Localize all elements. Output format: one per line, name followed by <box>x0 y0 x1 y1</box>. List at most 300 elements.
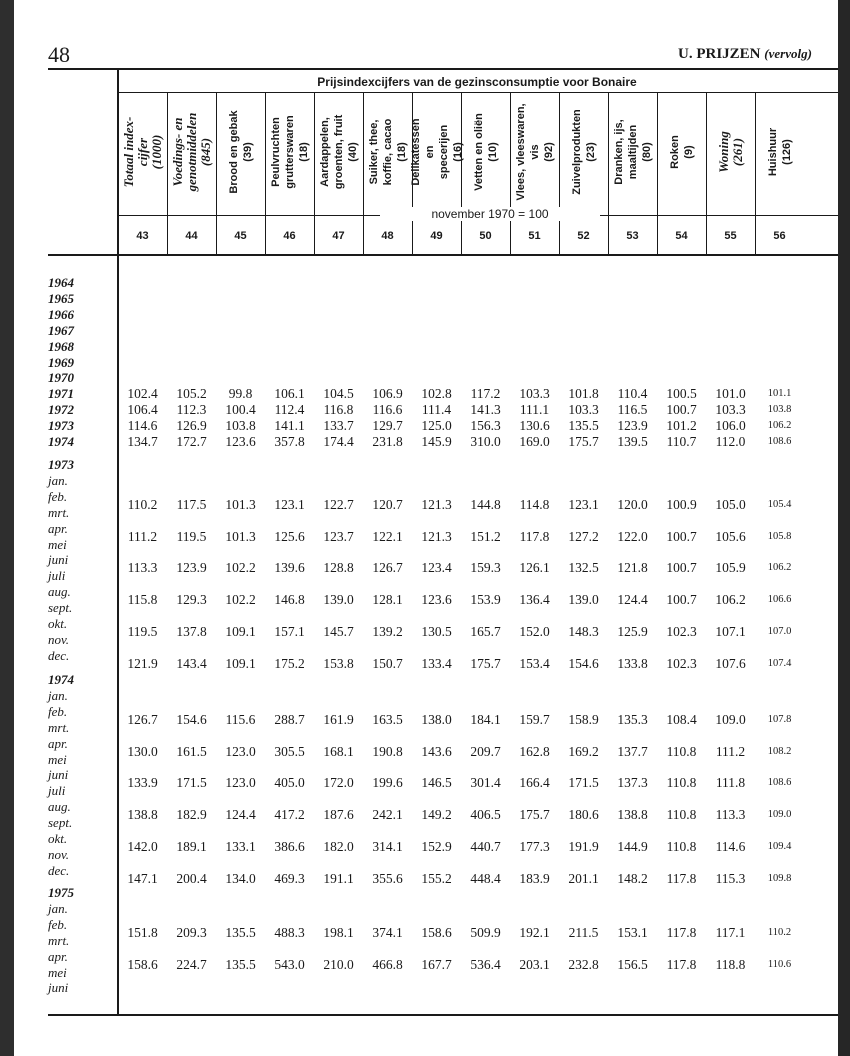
table-cell: 101.0 <box>715 386 746 402</box>
table-cell: 138.8 <box>617 807 648 823</box>
table-cell: 117.8 <box>666 956 697 972</box>
table-cell: 488.3 <box>274 924 305 940</box>
month-label: sept. <box>48 815 73 831</box>
table-cell: 115.6 <box>225 711 256 727</box>
column-header-label: Roken (9) <box>668 135 695 169</box>
table-cell: 123.1 <box>568 496 599 512</box>
table-cell: 172.0 <box>323 775 354 791</box>
table-cell: 169.2 <box>568 743 599 759</box>
table-cell: 149.2 <box>421 807 452 823</box>
column-header-label: Vetten en oliën (10) <box>472 113 499 191</box>
table-cell: 114.6 <box>127 418 158 434</box>
table-cell: 145.7 <box>323 624 354 639</box>
table-cell: 107.6 <box>715 655 746 671</box>
table-cell: 103.3 <box>568 402 599 418</box>
column-header <box>559 96 608 208</box>
table-cell: 175.7 <box>470 655 501 671</box>
table-cell: 128.8 <box>323 560 354 576</box>
table-cell: 134.0 <box>225 870 256 886</box>
table-cell: 122.1 <box>372 528 403 544</box>
table-cell: 166.4 <box>519 775 550 791</box>
table-cell: 105.9 <box>715 560 746 576</box>
table-cell: 161.9 <box>323 711 354 727</box>
table-cell: 100.7 <box>666 402 697 418</box>
year-label: 1968 <box>48 338 74 354</box>
table-cell: 172.7 <box>176 434 207 449</box>
column-header-label: Vlees, vleeswaren, vis (92) <box>514 103 555 201</box>
table-cell: 114.6 <box>715 839 746 854</box>
table-cell: 110.7 <box>666 434 697 449</box>
table-cell: 135.5 <box>568 418 599 434</box>
table-cell: 119.5 <box>176 528 207 544</box>
month-label: juli <box>48 568 66 584</box>
table-cell: 171.5 <box>568 775 599 791</box>
table-cell: 171.5 <box>176 775 207 791</box>
table-cell: 231.8 <box>372 434 403 449</box>
table-cell: 129.7 <box>372 418 403 434</box>
table-cell: 106.2 <box>715 592 746 608</box>
table-cell: 127.2 <box>568 528 599 544</box>
table-cell: 107.1 <box>715 624 746 639</box>
month-label: okt. <box>48 616 68 631</box>
month-label: okt. <box>48 831 68 846</box>
table-cell: 106.1 <box>274 386 305 402</box>
table-cell: 103.8 <box>767 404 792 416</box>
table-cell: 154.6 <box>568 655 599 671</box>
table-cell: 136.4 <box>519 592 550 608</box>
column-number: 49 <box>430 230 443 242</box>
table-cell: 100.5 <box>666 386 697 402</box>
year-label: 1967 <box>48 322 74 338</box>
table-cell: 150.7 <box>372 655 403 671</box>
table-cell: 314.1 <box>372 839 403 854</box>
month-label: mrt. <box>48 719 70 735</box>
month-label: nov. <box>48 631 70 647</box>
table-cell: 122.0 <box>617 528 648 544</box>
table-cell: 101.3 <box>225 496 256 512</box>
table-cell: 175.7 <box>519 807 550 823</box>
column-header <box>461 96 510 208</box>
table-cell: 168.1 <box>323 743 354 759</box>
table-cell: 135.3 <box>617 711 648 727</box>
table-cell: 147.1 <box>127 870 158 886</box>
table-cell: 103.3 <box>519 386 550 402</box>
column-header <box>657 96 706 208</box>
column-number: 48 <box>381 230 394 242</box>
table-cell: 440.7 <box>470 839 501 854</box>
section-title-text: U. PRIJZEN <box>678 46 761 62</box>
binding-shadow-right <box>838 0 850 1056</box>
table-cell: 123.9 <box>617 418 648 434</box>
table-cell: 198.1 <box>323 924 354 940</box>
column-number: 46 <box>283 230 296 242</box>
table-cell: 111.2 <box>127 528 158 544</box>
column-number: 52 <box>577 230 590 242</box>
table-cell: 110.2 <box>767 926 792 938</box>
table-cell: 123.0 <box>225 743 256 759</box>
table-cell: 137.3 <box>617 775 648 791</box>
table-cell: 177.3 <box>519 839 550 854</box>
table-cell: 189.1 <box>176 839 207 854</box>
table-cell: 111.2 <box>715 743 746 759</box>
year-label: 1966 <box>48 306 74 322</box>
table-cell: 175.2 <box>274 655 305 671</box>
table-subtitle: november 1970 = 100 <box>380 207 600 221</box>
table-cell: 158.6 <box>127 956 158 972</box>
table-cell: 130.6 <box>519 418 550 434</box>
table-cell: 159.3 <box>470 560 501 576</box>
table-cell: 101.8 <box>568 386 599 402</box>
table-cell: 133.8 <box>617 655 648 671</box>
table-cell: 121.3 <box>421 528 452 544</box>
table-cell: 143.4 <box>176 655 207 671</box>
table-cell: 120.7 <box>372 496 403 512</box>
year-label: 1970 <box>48 370 74 386</box>
table-cell: 106.9 <box>372 386 403 402</box>
table-cell: 101.2 <box>666 418 697 434</box>
month-label: aug. <box>48 584 71 600</box>
table-cell: 132.5 <box>568 560 599 576</box>
table-cell: 152.9 <box>421 839 452 854</box>
table-cell: 105.6 <box>715 528 746 544</box>
month-label: mrt. <box>48 932 70 948</box>
table-cell: 288.7 <box>274 711 305 727</box>
table-cell: 184.1 <box>470 711 501 727</box>
table-cell: 180.6 <box>568 807 599 823</box>
table-cell: 192.1 <box>519 924 550 940</box>
table-cell: 130.0 <box>127 743 158 759</box>
column-header <box>167 96 216 208</box>
year-label: 1964 <box>48 275 74 290</box>
month-label: aug. <box>48 799 71 815</box>
table-cell: 123.6 <box>421 592 452 608</box>
table-cell: 210.0 <box>323 956 354 972</box>
table-cell: 112.3 <box>176 402 207 418</box>
section-title <box>678 46 812 63</box>
column-header <box>510 96 559 208</box>
table-cell: 165.7 <box>470 624 501 639</box>
table-cell: 143.6 <box>421 743 452 759</box>
table-cell: 469.3 <box>274 870 305 886</box>
column-header <box>706 96 755 208</box>
column-header-label: Suiker, thee, koffie, cacao (18) <box>367 118 408 186</box>
table-cell: 203.1 <box>519 956 550 972</box>
table-cell: 355.6 <box>372 870 403 886</box>
table-cell: 146.8 <box>274 592 305 608</box>
table-cell: 116.6 <box>372 402 403 418</box>
month-label: feb. <box>48 916 68 932</box>
table-cell: 301.4 <box>470 775 501 791</box>
month-label: jan. <box>48 687 68 703</box>
table-cell: 110.6 <box>767 958 792 970</box>
table-cell: 106.4 <box>127 402 158 418</box>
month-label: dec. <box>48 647 70 663</box>
column-header-label: Dranken, ijs, maaltijden (80) <box>612 119 653 185</box>
table-cell: 543.0 <box>274 956 305 972</box>
table-cell: 130.5 <box>421 624 452 639</box>
table-cell: 106.2 <box>767 562 792 574</box>
table-cell: 201.1 <box>568 870 599 886</box>
table-cell: 209.3 <box>176 924 207 940</box>
table-cell: 310.0 <box>470 434 501 449</box>
block-year-label: 1973 <box>48 457 74 472</box>
table-cell: 111.4 <box>421 402 452 418</box>
table-cell: 509.9 <box>470 924 501 940</box>
table-cell: 191.9 <box>568 839 599 854</box>
month-label: juni <box>48 552 69 568</box>
table-cell: 162.8 <box>519 743 550 759</box>
table-cell: 153.4 <box>519 655 550 671</box>
table-cell: 108.2 <box>767 745 792 757</box>
table-cell: 156.5 <box>617 956 648 972</box>
table-cell: 117.8 <box>666 924 697 940</box>
column-header-label: Aardappelen, groenten, fruit (40) <box>318 114 359 190</box>
column-number: 47 <box>332 230 345 242</box>
month-label: juni <box>48 767 69 783</box>
month-label: nov. <box>48 846 70 862</box>
table-cell: 121.8 <box>617 560 648 576</box>
table-cell: 117.2 <box>470 386 501 402</box>
table-cell: 141.1 <box>274 418 305 434</box>
table-cell: 187.6 <box>323 807 354 823</box>
month-label: sept. <box>48 600 73 616</box>
table-cell: 118.8 <box>715 956 746 972</box>
table-cell: 182.9 <box>176 807 207 823</box>
table-cell: 134.7 <box>127 434 158 449</box>
table-cell: 110.8 <box>666 839 697 854</box>
table-cell: 125.9 <box>617 624 648 639</box>
table-cell: 138.8 <box>127 807 158 823</box>
table-cell: 126.7 <box>127 711 158 727</box>
column-header <box>363 96 412 208</box>
column-header <box>314 96 363 208</box>
table-cell: 102.8 <box>421 386 452 402</box>
month-label: apr. <box>48 520 68 536</box>
month-label: mei <box>48 751 67 767</box>
table-cell: 126.1 <box>519 560 550 576</box>
year-label: 1971 <box>48 386 74 402</box>
year-label: 1972 <box>48 402 74 418</box>
table-cell: 119.5 <box>127 624 158 639</box>
page-number: 48 <box>48 42 70 67</box>
table-cell: 133.7 <box>323 418 354 434</box>
year-label: 1969 <box>48 354 74 370</box>
column-header <box>265 96 314 208</box>
table-cell: 117.1 <box>715 924 746 940</box>
table-cell: 116.5 <box>617 402 648 418</box>
table-cell: 105.2 <box>176 386 207 402</box>
table-cell: 123.0 <box>225 775 256 791</box>
table-cell: 167.7 <box>421 956 452 972</box>
table-cell: 111.1 <box>519 402 550 418</box>
table-cell: 129.3 <box>176 592 207 608</box>
table-cell: 126.9 <box>176 418 207 434</box>
table-cell: 106.0 <box>715 418 746 434</box>
table-cell: 100.7 <box>666 592 697 608</box>
table-cell: 199.6 <box>372 775 403 791</box>
table-cell: 144.9 <box>617 839 648 854</box>
year-label: 1973 <box>48 418 74 434</box>
table-cell: 102.2 <box>225 560 256 576</box>
table-cell: 148.2 <box>617 870 648 886</box>
table-cell: 109.4 <box>767 841 792 852</box>
table-cell: 161.5 <box>176 743 207 759</box>
table-cell: 135.5 <box>225 956 256 972</box>
table-cell: 144.8 <box>470 496 501 512</box>
table-cell: 125.6 <box>274 528 305 544</box>
table-cell: 103.8 <box>225 418 256 434</box>
table-cell: 190.8 <box>372 743 403 759</box>
table-cell: 126.7 <box>372 560 403 576</box>
table-cell: 232.8 <box>568 956 599 972</box>
table-cell: 122.7 <box>323 496 354 512</box>
year-label: 1965 <box>48 290 74 306</box>
table-cell: 138.0 <box>421 711 452 727</box>
table-cell: 211.5 <box>568 924 599 940</box>
table-cell: 146.5 <box>421 775 452 791</box>
table-cell: 151.2 <box>470 528 501 544</box>
table-cell: 113.3 <box>715 807 746 823</box>
table-cell: 125.0 <box>421 418 452 434</box>
table-cell: 110.8 <box>666 775 697 791</box>
year-label: 1974 <box>48 434 74 449</box>
table-cell: 109.0 <box>715 711 746 727</box>
table-cell: 105.8 <box>767 530 792 542</box>
table-cell: 106.6 <box>767 594 792 606</box>
table-cell: 466.8 <box>372 956 403 972</box>
table-cell: 115.8 <box>127 592 158 608</box>
table-cell: 123.1 <box>274 496 305 512</box>
table-cell: 174.4 <box>323 434 354 449</box>
column-header-label: Delikatessen en specerijen (16) <box>409 118 464 186</box>
table-cell: 191.1 <box>323 870 354 886</box>
column-header <box>409 96 464 208</box>
table-cell: 169.0 <box>519 434 550 449</box>
month-label: juli <box>48 783 66 799</box>
table-cell: 100.4 <box>225 402 256 418</box>
table-cell: 305.5 <box>274 743 305 759</box>
table-cell: 108.4 <box>666 711 697 727</box>
table-cell: 405.0 <box>274 775 305 791</box>
table-cell: 102.4 <box>127 386 158 402</box>
month-label: apr. <box>48 735 68 751</box>
column-header-label: Huishuur (126) <box>766 127 793 177</box>
table-cell: 109.1 <box>225 624 256 639</box>
table-cell: 120.0 <box>617 496 648 512</box>
column-header <box>755 96 804 208</box>
month-label: mei <box>48 964 67 980</box>
table-cell: 110.8 <box>666 743 697 759</box>
table-cell: 145.9 <box>421 434 452 449</box>
column-number: 44 <box>185 230 198 242</box>
table-cell: 153.1 <box>617 924 648 940</box>
table-cell: 112.4 <box>274 402 305 418</box>
table-cell: 137.8 <box>176 624 207 639</box>
table-cell: 128.1 <box>372 592 403 608</box>
column-header <box>118 96 167 208</box>
table-cell: 163.5 <box>372 711 403 727</box>
table-cell: 107.0 <box>767 626 792 637</box>
table-cell: 200.4 <box>176 870 207 886</box>
table-cell: 115.3 <box>715 870 746 886</box>
column-header-label: Peulvruchten grutterswaren (18) <box>269 115 310 189</box>
month-label: feb. <box>48 703 68 719</box>
column-number: 53 <box>626 230 639 242</box>
table-cell: 175.7 <box>568 434 599 449</box>
table-cell: 107.4 <box>767 657 792 669</box>
table-cell: 357.8 <box>274 434 305 449</box>
month-label: feb. <box>48 488 68 504</box>
section-title-suffix: (vervolg) <box>764 46 812 61</box>
table-cell: 100.9 <box>666 496 697 512</box>
table-cell: 133.9 <box>127 775 158 791</box>
table-cell: 417.2 <box>274 807 305 823</box>
month-label: mrt. <box>48 504 70 520</box>
table-cell: 121.3 <box>421 496 452 512</box>
table-cell: 102.3 <box>666 655 697 671</box>
table-cell: 159.7 <box>519 711 550 727</box>
table-cell: 137.7 <box>617 743 648 759</box>
table-cell: 242.1 <box>372 807 403 823</box>
column-number: 51 <box>528 230 541 242</box>
table-cell: 117.5 <box>176 496 207 512</box>
table-cell: 109.8 <box>767 872 792 884</box>
table-cell: 139.2 <box>372 624 403 639</box>
table-cell: 108.6 <box>767 436 792 447</box>
table-cell: 148.3 <box>568 624 599 639</box>
table-cell: 536.4 <box>470 956 501 972</box>
table-cell: 110.8 <box>666 807 697 823</box>
table-cell: 111.8 <box>715 775 746 791</box>
column-number: 50 <box>479 230 492 242</box>
table-cell: 100.7 <box>666 560 697 576</box>
table-cell: 113.3 <box>127 560 158 576</box>
column-header-label: Brood en gebak (39) <box>227 110 254 194</box>
rule-colnums <box>48 254 838 256</box>
table-cell: 104.5 <box>323 386 354 402</box>
table-title: Prijsindexcijfers van de gezinsconsumptie voor Bonaire <box>317 75 637 89</box>
table-cell: 106.2 <box>767 420 792 432</box>
column-number: 43 <box>136 230 149 242</box>
table-cell: 153.9 <box>470 592 501 608</box>
column-number: 45 <box>234 230 247 242</box>
rule-title <box>118 92 838 93</box>
rule-top <box>48 68 838 70</box>
table-cell: 109.0 <box>767 809 792 821</box>
table-cell: 116.8 <box>323 402 354 418</box>
table-cell: 135.5 <box>225 924 256 940</box>
table-cell: 155.2 <box>421 870 452 886</box>
month-label: dec. <box>48 862 70 878</box>
month-label: juni <box>48 980 69 996</box>
table-cell: 99.8 <box>228 386 253 402</box>
table-cell: 101.3 <box>225 528 256 544</box>
table-cell: 154.6 <box>176 711 207 727</box>
table-cell: 209.7 <box>470 743 501 759</box>
table-cell: 123.4 <box>421 560 452 576</box>
table-cell: 105.4 <box>767 498 792 510</box>
table-cell: 114.8 <box>519 496 550 512</box>
table-cell: 157.1 <box>274 624 305 639</box>
block-year-label: 1975 <box>48 885 74 900</box>
table-cell: 117.8 <box>666 870 697 886</box>
month-label: jan. <box>48 472 68 488</box>
column-number: 56 <box>773 230 786 242</box>
table-cell: 139.6 <box>274 560 305 576</box>
table-cell: 117.8 <box>519 528 550 544</box>
table-cell: 121.9 <box>127 655 158 671</box>
month-label: jan. <box>48 900 68 916</box>
